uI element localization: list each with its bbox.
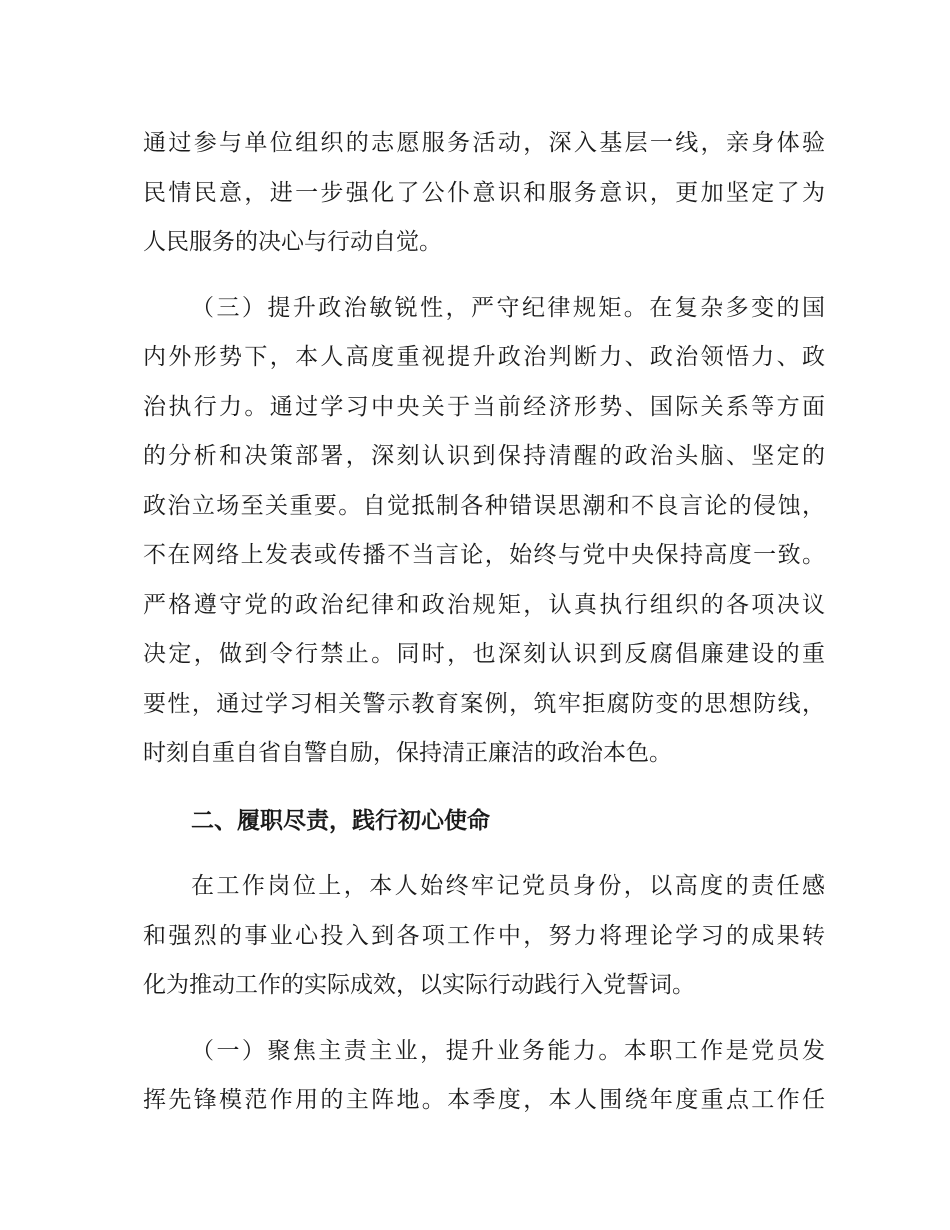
text-line: 治执行力。通过学习中央关于当前经济形势、国际关系等方面 <box>143 393 825 420</box>
section-heading: 二、履职尽责，践行初心使命 <box>191 807 490 834</box>
text-line: 人民服务的决心与行动自觉。 <box>143 229 442 255</box>
paragraph <box>143 862 825 1011</box>
text-line: 挥先锋模范作用的主阵地。本季度，本人围绕年度重点工作任 <box>143 1087 825 1113</box>
paragraph <box>143 119 825 268</box>
text-line: 不在网络上发表或传播不当言论，始终与党中央保持高度一致。 <box>143 542 825 568</box>
text-line: 通过参与单位组织的志愿服务活动，深入基层一线，亲身体验 <box>143 130 825 156</box>
text-line: 民情民意，进一步强化了公仆意识和服务意识，更加坚定了为 <box>143 179 825 206</box>
text-line: 内外形势下，本人高度重视提升政治判断力、政治领悟力、政 <box>143 344 825 370</box>
paragraph <box>143 1027 825 1126</box>
document-page <box>143 119 825 1126</box>
text-line: 决定，做到令行禁止。同时，也深刻认识到反腐倡廉建设的重 <box>143 641 825 667</box>
text-line: 要性，通过学习相关警示教育案例，筑牢拒腐防变的思想防线， <box>143 690 825 717</box>
text-line: 和强烈的事业心投入到各项工作中，努力将理论学习的成果转 <box>143 922 825 949</box>
text-line: （一）聚焦主责主业，提升业务能力。本职工作是党员发 <box>191 1037 825 1064</box>
text-line: 在工作岗位上，本人始终牢记党员身份，以高度的责任感 <box>191 873 825 899</box>
text-line: 严格遵守党的政治纪律和政治规矩，认真执行组织的各项决议 <box>143 591 825 618</box>
text-line: 时刻自重自省自警自励，保持清正廉洁的政治本色。 <box>143 740 672 766</box>
text-line: 化为推动工作的实际成效，以实际行动践行入党誓词。 <box>143 972 695 998</box>
text-line: 政治立场至关重要。自觉抵制各种错误思潮和不良言论的侵蚀， <box>143 492 825 519</box>
paragraph <box>143 284 825 779</box>
text-line: 的分析和决策部署，深刻认识到保持清醒的政治头脑、坚定的 <box>143 443 825 469</box>
text-line: （三）提升政治敏锐性，严守纪律规矩。在复杂多变的国 <box>191 294 825 321</box>
